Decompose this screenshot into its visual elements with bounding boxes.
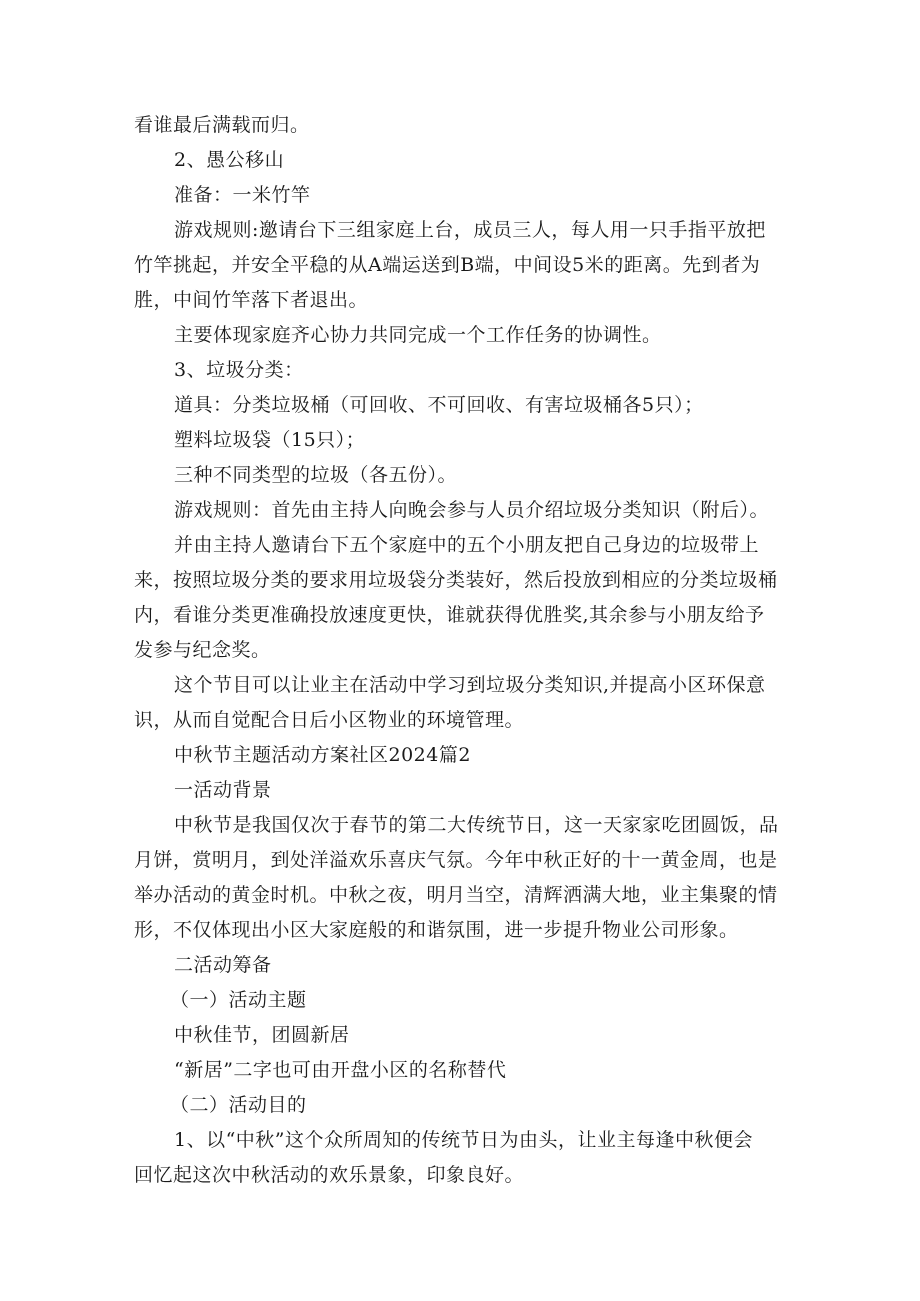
document-body (134, 108, 794, 1193)
text-line: 1、以“中秋”这个众所周知的传统节日为由头，让业主每逢中秋便会 (174, 1129, 754, 1151)
text-line: 发参与纪念奖。 (134, 639, 271, 661)
text-line: 道具：分类垃圾桶（可回收、不可回收、有害垃圾桶各5只）； (174, 394, 704, 416)
text-line: 举办活动的黄金时机。中秋之夜，明月当空，清辉洒满大地，业主集聚的情 (134, 884, 778, 906)
text-line: 识，从而自觉配合日后小区物业的环境管理。 (134, 709, 525, 731)
text-line: 胜，中间竹竿落下者退出。 (134, 289, 369, 311)
subsection-heading: （一）活动主题 (170, 989, 307, 1011)
text-line: 游戏规则：首先由主持人向晚会参与人员介绍垃圾分类知识（附后）。 (174, 499, 770, 521)
subsection-heading: （二）活动目的 (170, 1094, 307, 1116)
text-line: 主要体现家庭齐心协力共同完成一个工作任务的协调性。 (174, 324, 662, 346)
text-line: 中秋佳节，团圆新居 (174, 1024, 350, 1046)
text-line: “新居”二字也可由开盘小区的名称替代 (174, 1059, 507, 1081)
text-line: 三种不同类型的垃圾（各五份）。 (174, 464, 458, 486)
section-heading: 3、垃圾分类： (174, 359, 304, 381)
text-line: 中秋节是我国仅次于春节的第二大传统节日，这一天家家吃团圆饭，品 (174, 814, 779, 836)
text-line: 并由主持人邀请台下五个家庭中的五个小朋友把自己身边的垃圾带上 (174, 534, 760, 556)
text-line: 准备：一米竹竿 (174, 184, 311, 206)
text-line: 回忆起这次中秋活动的欢乐景象，印象良好。 (134, 1164, 525, 1186)
text-line: 这个节目可以让业主在活动中学习到垃圾分类知识,并提高小区环保意 (174, 674, 766, 696)
text-line: 塑料垃圾袋（15只）； (174, 429, 366, 451)
section-heading: 2、愚公移山 (174, 149, 285, 171)
section-heading: 二活动筹备 (174, 954, 272, 976)
text-line: 来，按照垃圾分类的要求用垃圾袋分类装好，然后投放到相应的分类垃圾桶 (134, 569, 778, 591)
section-heading: 一活动背景 (174, 779, 272, 801)
text-line: 形，不仅体现出小区大家庭般的和谐氛围，进一步提升物业公司形象。 (134, 919, 739, 941)
text-line: 看谁最后满载而归。 (134, 114, 310, 136)
text-line: 竹竿挑起，并安全平稳的从A端运送到B端，中间设5米的距离。先到者为 (134, 254, 761, 276)
text-line: 游戏规则:邀请台下三组家庭上台，成员三人，每人用一只手指平放把 (174, 219, 766, 241)
text-line: 月饼，赏明月，到处洋溢欢乐喜庆气氛。今年中秋正好的十一黄金周，也是 (134, 849, 778, 871)
text-line: 内，看谁分类更准确投放速度更快，谁就获得优胜奖,其余参与小朋友给予 (134, 604, 765, 626)
chapter-title: 中秋节主题活动方案社区2024篇2 (174, 744, 471, 766)
